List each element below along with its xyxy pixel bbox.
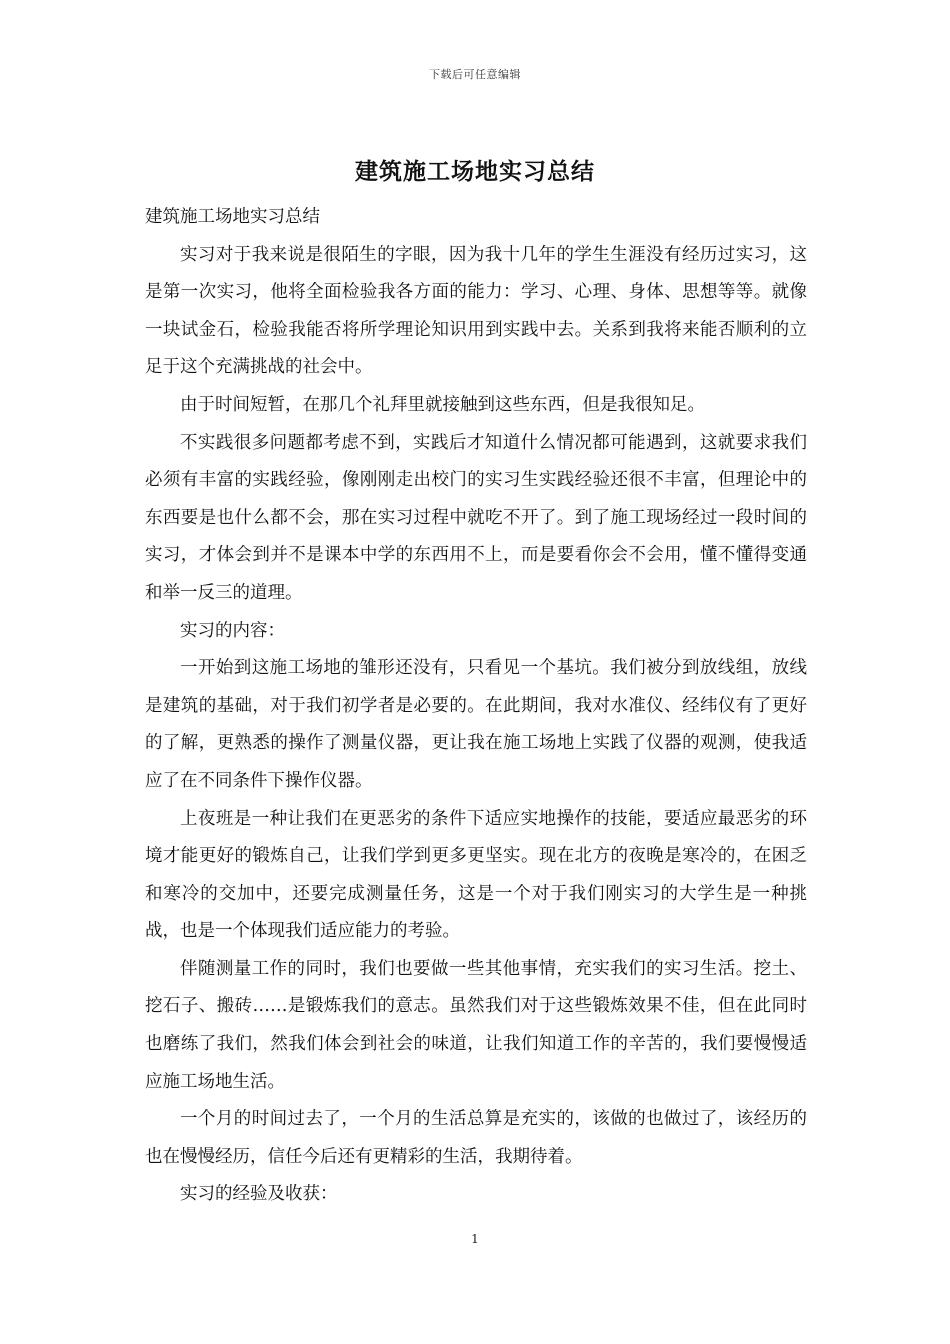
document-title: 建筑施工场地实习总结	[355, 158, 595, 185]
paragraph-1: 实习对于我来说是很陌生的字眼，因为我十几年的学生生涯没有经历过实习，这是第一次实习，他将全面检验我各方面的能力：学习、心理、身体、思想等等。就像一块试金石，检验我能否将所学理论知识用到实践中去。关系到我将来能否顺利的立足于这个充满挑战的社会中。	[145, 244, 807, 378]
header-note: 下载后可任意编辑	[429, 68, 521, 81]
paragraph-5: 一开始到这施工场地的雏形还没有，只看见一个基坑。我们被分到放线组，放线是建筑的基础，对于我们初学者是必要的。在此期间，我对水准仪、经纬仪有了更好的了解，更熟悉的操作了测量仪器，更让我在施工场地上实践了仪器的观测，使我适应了在不同条件下操作仪器。	[145, 658, 807, 791]
page-number: 1	[471, 1232, 479, 1246]
paragraph-3: 不实践很多问题都考虑不到，实践后才知道什么情况都可能遇到，这就要求我们必须有丰富的实践经验，像刚刚走出校门的实习生实践经验还很不丰富，但理论中的东西要是也什么都不会，那在实习过程中就吃不开了。到了施工现场经过一段时间的实习，才体会到并不是课本中学的东西用不上，而是要看你会不会用，懂不懂得变通和举一反三的道理。	[145, 432, 807, 603]
paragraph-8: 一个月的时间过去了，一个月的生活总算是充实的，该做的也做过了，该经历的也在慢慢经历，信任今后还有更精彩的生活，我期待着。	[145, 1109, 807, 1167]
paragraph-4-heading: 实习的内容：	[180, 620, 285, 641]
paragraph-7: 伴随测量工作的同时，我们也要做一些其他事情，充实我们的实习生活。挖土、挖石子、搬砖……是锻炼我们的意志。虽然我们对于这些锻炼效果不佳，但在此同时也磨练了我们，然我们体会到社会的味道，让我们知道工作的辛苦的，我们要慢慢适应施工场地生活。	[145, 958, 807, 1092]
document-body	[145, 199, 807, 1214]
paragraph-9-heading: 实习的经验及收获：	[180, 1184, 338, 1205]
paragraph-2: 由于时间短暂，在那几个礼拜里就接触到这些东西，但是我很知足。	[180, 394, 705, 415]
paragraph-6: 上夜班是一种让我们在更恶劣的条件下适应实地操作的技能，要适应最恶劣的环境才能更好的锻炼自己，让我们学到更多更坚实。现在北方的夜晚是寒冷的，在困乏和寒冷的交加中，还要完成测量任务，这是一个对于我们刚实习的大学生是一种挑战，也是一个体现我们适应能力的考验。	[145, 808, 807, 942]
document-subtitle: 建筑施工场地实习总结	[145, 207, 320, 227]
